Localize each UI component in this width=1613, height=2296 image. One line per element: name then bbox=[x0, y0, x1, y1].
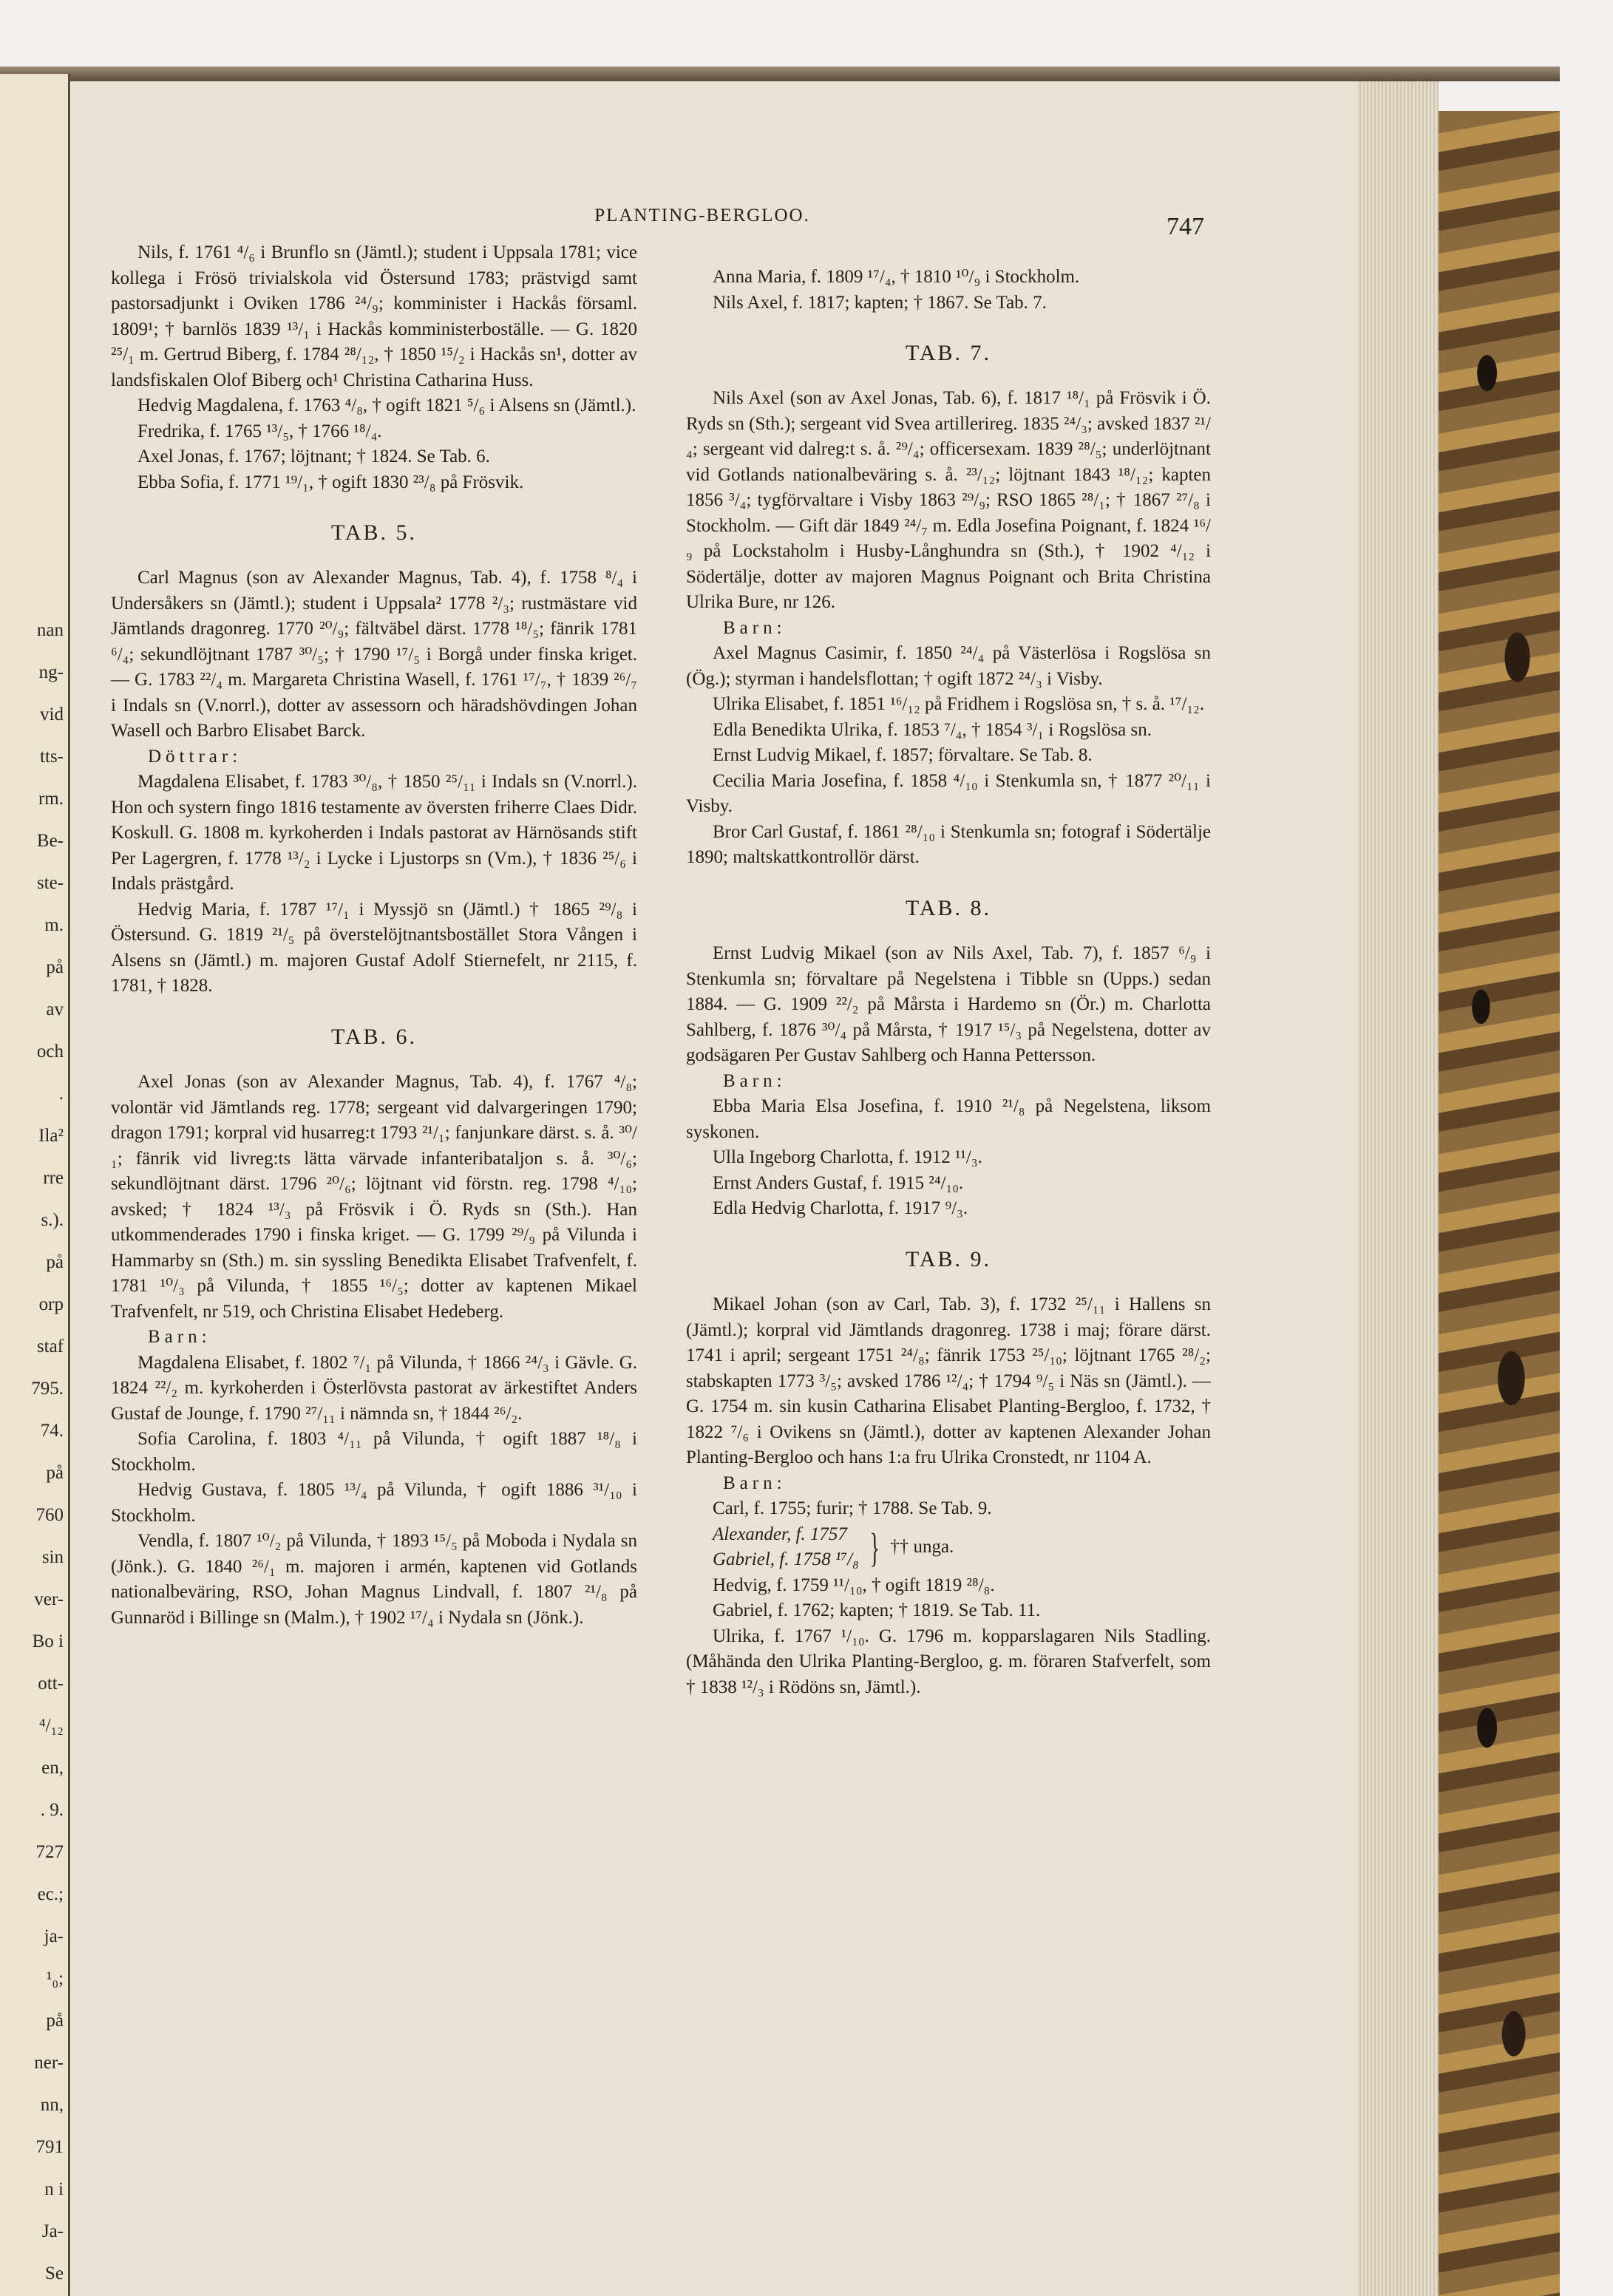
left-page-fragment: ott- bbox=[38, 1674, 64, 1694]
running-head: PLANTING-BERGLOO. bbox=[594, 206, 810, 225]
genealogy-entry: Vendla, f. 1807 ¹⁰/₂ på Vilunda, † 1893 ¹⁵/₅ på Moboda i Nydala sn (Jönk.). G. 1840 ²⁶/₁ m. majoren i armén, kaptenen vid Gotlands nationalbeväring, RSO, Johan Magnus Lindvall, f. 1807 ²¹/₈ på Gunnaröd i Billinge sn (Malm.), † 1902 ¹⁷/₄ i Nydala sn (Jönk.). bbox=[111, 1531, 637, 1628]
table-heading: TAB. 8. bbox=[905, 895, 992, 920]
bracket-note: †† unga. bbox=[890, 1536, 954, 1557]
genealogy-entry: Edla Benedikta Ulrika, f. 1853 ⁷/₄, † 1854 ³/₁ i Rogslösa sn. bbox=[713, 719, 1152, 740]
left-page-fragment: m. bbox=[44, 915, 64, 935]
genealogy-entry: Magdalena Elisabet, f. 1802 ⁷/₁ på Vilunda, † 1866 ²⁴/₃ i Gävle. G. 1824 ²²/₂ m. kyrkoherden i Österlövsta pastorat av ärkestiftet Anders Gustaf de Jounge, f. 1790 ²⁷/₁₁ i nämnda sn, † 1844 ²⁶/₂. bbox=[111, 1352, 637, 1424]
left-page-margin bbox=[0, 74, 70, 2296]
left-page-fragment: nn, bbox=[40, 2095, 64, 2115]
left-page-fragment: en, bbox=[41, 1758, 64, 1778]
left-page-fragment: 760 bbox=[35, 1505, 64, 1525]
left-page-fragment: n i bbox=[44, 2179, 64, 2199]
left-page-fragment: på bbox=[46, 1252, 64, 1272]
genealogy-entry: Ernst Ludvig Mikael (son av Nils Axel, Tab. 7), f. 1857 ⁶/₉ i Stenkumla sn; förvaltare på Negelstena i Tibble sn (Upps.) sedan 1884. — G. 1909 ²²/₂ på Mårsta i Hardemo sn (Ör.) m. Charlotta Sahlberg, f. 1876 ³⁰/₄ på Mårsta, † 1917 ¹⁵/₃ på Negelstena, dotter av godsägaren Per Gustav Sahlberg och Hanna Pettersson. bbox=[686, 943, 1211, 1066]
genealogy-entry: Mikael Johan (son av Carl, Tab. 3), f. 1732 ²⁵/₁₁ i Hallens sn (Jämtl.); korpral vid Jämtlands dragonreg. 1738 i maj; förare därst. 1741 i april; sergeant 1751 ²⁴/₈; fänrik 1753 ²⁵/₁₀; löjtnant 1765 ²⁸/₂; stabskapten 1773 ³/₅; avsked 1786 ¹²/₄; † 1794 ⁹/₅ i Näs sn (Jämtl.). — G. 1754 m. sin kusin Catharina Elisabet Planting-Bergloo, f. 1732, † 1822 ⁷/₆ i Ovikens sn (Jämtl.), dotter av kaptenen Alexander Johan Planting-Bergloo och hans 1:a fru Ulrika Cronstedt, nr 1104 A. bbox=[686, 1294, 1211, 1468]
left-page-fragment: rm. bbox=[38, 789, 64, 809]
genealogy-entry: Ernst Ludvig Mikael, f. 1857; förvaltare. Se Tab. 8. bbox=[713, 745, 1093, 766]
genealogy-entry: Nils Axel (son av Axel Jonas, Tab. 6), f. 1817 ¹⁸/₁ på Frösvik i Ö. Ryds sn (Sth.); sergeant vid Svea artillerireg. 1835 ²⁴/₃; avsked 1837 ²¹/₄; sergeant vid dalreg:t s. å. ²⁹/₄; officersexam. 1839 ²⁸/₅; underlöjtnant vid Gotlands nationalbeväring s. å. ²³/₁₂; löjtnant 1843 ¹⁸/₁₂; kapten 1856 ³/₄; tygförvaltare i Visby 1863 ²⁹/₉; RSO 1865 ²⁸/₁; † 1867 ²⁷/₈ i Stockholm. — Gift där 1849 ²⁴/₇ m. Edla Josefina Poignant, f. 1824 ¹⁶/₉ på Lockstaholm i Husby-Långhundra sn (Sth.), † 1902 ⁴/₁₂ i Södertälje, dotter av majoren Magnus Poignant och Brita Christina Ulrika Bure, nr 126. bbox=[686, 388, 1211, 613]
left-page-fragment: nan bbox=[36, 620, 64, 640]
genealogy-entry: Ebba Sofia, f. 1771 ¹⁹/₁, † ogift 1830 ²³/₈ på Frösvik. bbox=[137, 472, 524, 492]
left-page-fragment: av bbox=[46, 999, 64, 1019]
left-page-fragment: tts- bbox=[40, 747, 64, 767]
genealogy-entry: Anna Maria, f. 1809 ¹⁷/₄, † 1810 ¹⁰/₉ i Stockholm. bbox=[713, 267, 1080, 287]
genealogy-entry: Ernst Anders Gustaf, f. 1915 ²⁴/₁₀. bbox=[713, 1172, 964, 1193]
genealogy-entry: Gabriel, f. 1762; kapten; † 1819. Se Tab. 11. bbox=[713, 1600, 1041, 1621]
bracket-line: Gabriel, f. 1758 ¹⁷/₈ bbox=[713, 1549, 859, 1570]
genealogy-entry: Carl, f. 1755; furir; † 1788. Se Tab. 9. bbox=[713, 1498, 992, 1519]
genealogy-entry: Axel Jonas (son av Alexander Magnus, Tab. 4), f. 1767 ⁴/₈; volontär vid Jämtlands reg. 1778; sergeant vid dalvargeringen 1790; dragon 1791; korpral vid husarreg:t 1793 ²¹/₁; fanjunkare därst. s. å. ³⁰/₁; fänrik vid livreg:ts lätta värvade infanteribataljon s. å. ³⁰/₆; sekundlöjtnant därst. 1796 ²⁰/₆; löjtnant vid förstn. reg. 1798 ⁴/₁₀; avsked; † 1824 ¹³/₃ på Frösvik i Ö. Ryds sn (Sth.). Han utkommenderades 1790 i finska kriget. — G. 1799 ²⁹/₉ på Vilunda i Hammarby sn (Sth.) m. sin syssling Benedikta Elisabet Trafvenfelt, f. 1781 ¹⁰/₃ på Vilunda, † 1855 ¹⁶/₅; dotter av kaptenen Mikael Trafvenfelt, nr 519, och Christina Elisabet Hedeberg. bbox=[111, 1072, 637, 1322]
genealogy-entry: Nils Axel, f. 1817; kapten; † 1867. Se Tab. 7. bbox=[713, 292, 1047, 313]
genealogy-entry: Hedvig Maria, f. 1787 ¹⁷/₁ i Myssjö sn (Jämtl.) † 1865 ²⁹/₈ i Östersund. G. 1819 ²¹/₅ på överstelöjtnantsbostället Stora Vången i Alsens sn (Jämtl.) m. majoren Gustaf Adolf Stiernefelt, nr 2115, f. 1781, † 1828. bbox=[111, 899, 637, 996]
children-subheading: Barn: bbox=[723, 1070, 787, 1091]
left-page-fragment: . bbox=[58, 1084, 64, 1104]
children-subheading: Barn: bbox=[148, 1327, 211, 1348]
left-page-fragment: Se bbox=[45, 2263, 64, 2283]
left-page-fragment: vid bbox=[40, 704, 64, 724]
left-page-fragment: ¹₀; bbox=[46, 1969, 64, 1988]
left-page-fragment: ec.; bbox=[37, 1884, 64, 1904]
left-page-fragment: Be- bbox=[36, 831, 64, 851]
left-page-fragment: 791 bbox=[35, 2137, 64, 2157]
right-column bbox=[686, 265, 1211, 1700]
left-page-fragment: sin bbox=[41, 1547, 64, 1567]
genealogy-entry: Hedvig, f. 1759 ¹¹/₁₀, † ogift 1819 ²⁸/₈. bbox=[713, 1575, 995, 1595]
bracketed-entry bbox=[686, 1522, 1211, 1573]
brace-icon: } bbox=[869, 1524, 880, 1570]
left-page-fragment: s.). bbox=[41, 1210, 64, 1230]
genealogy-entry: Carl Magnus (son av Alexander Magnus, Tab. 4), f. 1758 ⁸/₄ i Undersåkers sn (Jämtl.); student i Uppsala² 1778 ²/₃; rustmästare vid Jämtlands dragonreg. 1770 ²⁰/₉; fältväbel därst. 1778 ¹⁸/₅; fänrik 1781 ⁶/₄; sekundlöjtnant 1787 ³⁰/₅; † 1790 ¹⁷/₅ i Borgå under finska kriget. — G. 1783 ²²/₄ m. Margareta Christina Wasell, f. 1761 ¹⁷/₇, † 1839 ²⁶/₇ i Indals sn (V.norrl.), dotter av assessorn och häradshövdingen Johan Wasell och Barbro Elisabet Barck. bbox=[111, 568, 637, 741]
genealogy-entry: Hedvig Gustava, f. 1805 ¹³/₄ på Vilunda, † ogift 1886 ³¹/₁₀ i Stockholm. bbox=[111, 1480, 637, 1526]
left-page-fragment: 795. bbox=[31, 1379, 64, 1399]
left-page-fragment: . 9. bbox=[40, 1800, 64, 1820]
genealogy-entry: Ebba Maria Elsa Josefina, f. 1910 ²¹/₈ på Negelstena, liksom syskonen. bbox=[686, 1096, 1211, 1142]
left-page-fragment: ⁴/₁₂ bbox=[38, 1716, 64, 1736]
genealogy-entry: Ulla Ingeborg Charlotta, f. 1912 ¹¹/₃. bbox=[713, 1147, 982, 1168]
left-page-fragment: Ja- bbox=[41, 2221, 64, 2241]
genealogy-entry: Axel Magnus Casimir, f. 1850 ²⁴/₄ på Västerlösa i Rogslösa sn (Ög.); styrman i handelsflottan; † ogift 1872 ²⁴/₃ i Visby. bbox=[686, 643, 1211, 689]
left-page-fragment: ja- bbox=[44, 1926, 64, 1946]
left-page-fragment: ste- bbox=[36, 873, 64, 893]
children-subheading: Barn: bbox=[723, 617, 787, 638]
genealogy-entry: Bror Carl Gustaf, f. 1861 ²⁸/₁₀ i Stenkumla sn; fotograf i Södertälje 1890; maltskattkontrollör därst. bbox=[686, 821, 1211, 868]
genealogy-entry: Axel Jonas, f. 1767; löjtnant; † 1824. Se Tab. 6. bbox=[137, 446, 490, 466]
genealogy-entry: Ulrika, f. 1767 ¹/₁₀. G. 1796 m. kopparslagaren Nils Stadling. (Måhända den Ulrika Planting-Bergloo, g. m. föraren Stafverfelt, som † 1838 ¹²/₃ i Rödöns sn, Jämtl.). bbox=[686, 1626, 1211, 1697]
marbled-cover bbox=[1439, 111, 1560, 2296]
bracket-line: Alexander, f. 1757 bbox=[713, 1524, 847, 1544]
left-page-fragment: ver- bbox=[34, 1589, 64, 1609]
scan-background bbox=[1560, 111, 1613, 2296]
left-page-fragment: och bbox=[36, 1042, 64, 1062]
left-page-fragment: 74. bbox=[40, 1421, 64, 1441]
left-page-fragment: 727 bbox=[35, 1842, 64, 1862]
table-heading: TAB. 6. bbox=[330, 1024, 418, 1049]
children-subheading: Döttrar: bbox=[148, 746, 242, 767]
page-edges bbox=[1357, 81, 1439, 2296]
left-page-fragment: på bbox=[46, 957, 64, 977]
left-page-fragment: orp bbox=[38, 1294, 64, 1314]
left-page-fragment: staf bbox=[36, 1336, 64, 1356]
left-page-fragment: Bo i bbox=[32, 1631, 64, 1651]
book-top-edge bbox=[0, 67, 1560, 81]
genealogy-entry: Sofia Carolina, f. 1803 ⁴/₁₁ på Vilunda, † ogift 1887 ¹⁸/₈ i Stockholm. bbox=[111, 1429, 637, 1475]
genealogy-entry: Nils, f. 1761 ⁴/₆ i Brunflo sn (Jämtl.); student i Uppsala 1781; vice kollega i Frösö trivialskola vid Östersund 1783; prästvigd samt pastorsadjunkt i Oviken 1786 ²⁴/₉; komminister i Hackås församl. 1809¹; † barnlös 1839 ¹³/₁ i Hackås komministerboställe. — G. 1820 ²⁵/₁ m. Gertrud Biberg, f. 1784 ²⁸/₁₂, † 1850 ¹⁵/₂ i Hackås sn¹, dotter av landsfiskalen Olof Biberg och¹ Christina Catharina Huss. bbox=[111, 242, 637, 390]
genealogy-entry: Hedvig Magdalena, f. 1763 ⁴/₈, † ogift 1821 ⁵/₆ i Alsens sn (Jämtl.). bbox=[137, 395, 636, 415]
left-page-fragment: ng- bbox=[38, 662, 64, 682]
table-heading: TAB. 7. bbox=[905, 341, 992, 365]
left-page-fragment: på bbox=[46, 1463, 64, 1483]
genealogy-entry: Cecilia Maria Josefina, f. 1858 ⁴/₁₀ i Stenkumla sn, † 1877 ²⁰/₁₁ i Visby. bbox=[686, 770, 1211, 817]
page-number: 747 bbox=[1167, 213, 1204, 240]
left-page-fragment: ner- bbox=[34, 2053, 64, 2073]
left-page-fragment: rre bbox=[43, 1168, 64, 1188]
left-column bbox=[111, 240, 637, 1631]
left-page-fragment: Ila² bbox=[38, 1126, 64, 1146]
table-heading: TAB. 5. bbox=[330, 520, 418, 545]
left-page-fragment: på bbox=[46, 2011, 64, 2031]
genealogy-entry: Edla Hedvig Charlotta, f. 1917 ⁹/₃. bbox=[713, 1198, 968, 1219]
genealogy-entry: Ulrika Elisabet, f. 1851 ¹⁶/₁₂ på Fridhem i Rogslösa sn, † s. å. ¹⁷/₁₂. bbox=[713, 694, 1205, 715]
genealogy-entry: Magdalena Elisabet, f. 1783 ³⁰/₈, † 1850 ²⁵/₁₁ i Indals sn (V.norrl.). Hon och systern fingo 1816 testamente av översten friherre Claes Didr. Koskull. G. 1808 m. kyrkoherden i Indals pastorat av Härnösands stift Per Lagergren, f. 1778 ¹³/₂ i Lycke i Ljustorps sn (Vm.), † 1836 ²⁵/₆ i Indals prästgård. bbox=[111, 772, 637, 894]
children-subheading: Barn: bbox=[723, 1473, 787, 1493]
table-heading: TAB. 9. bbox=[905, 1246, 992, 1271]
genealogy-entry: Fredrika, f. 1765 ¹³/₅, † 1766 ¹⁸/₄. bbox=[137, 421, 382, 441]
